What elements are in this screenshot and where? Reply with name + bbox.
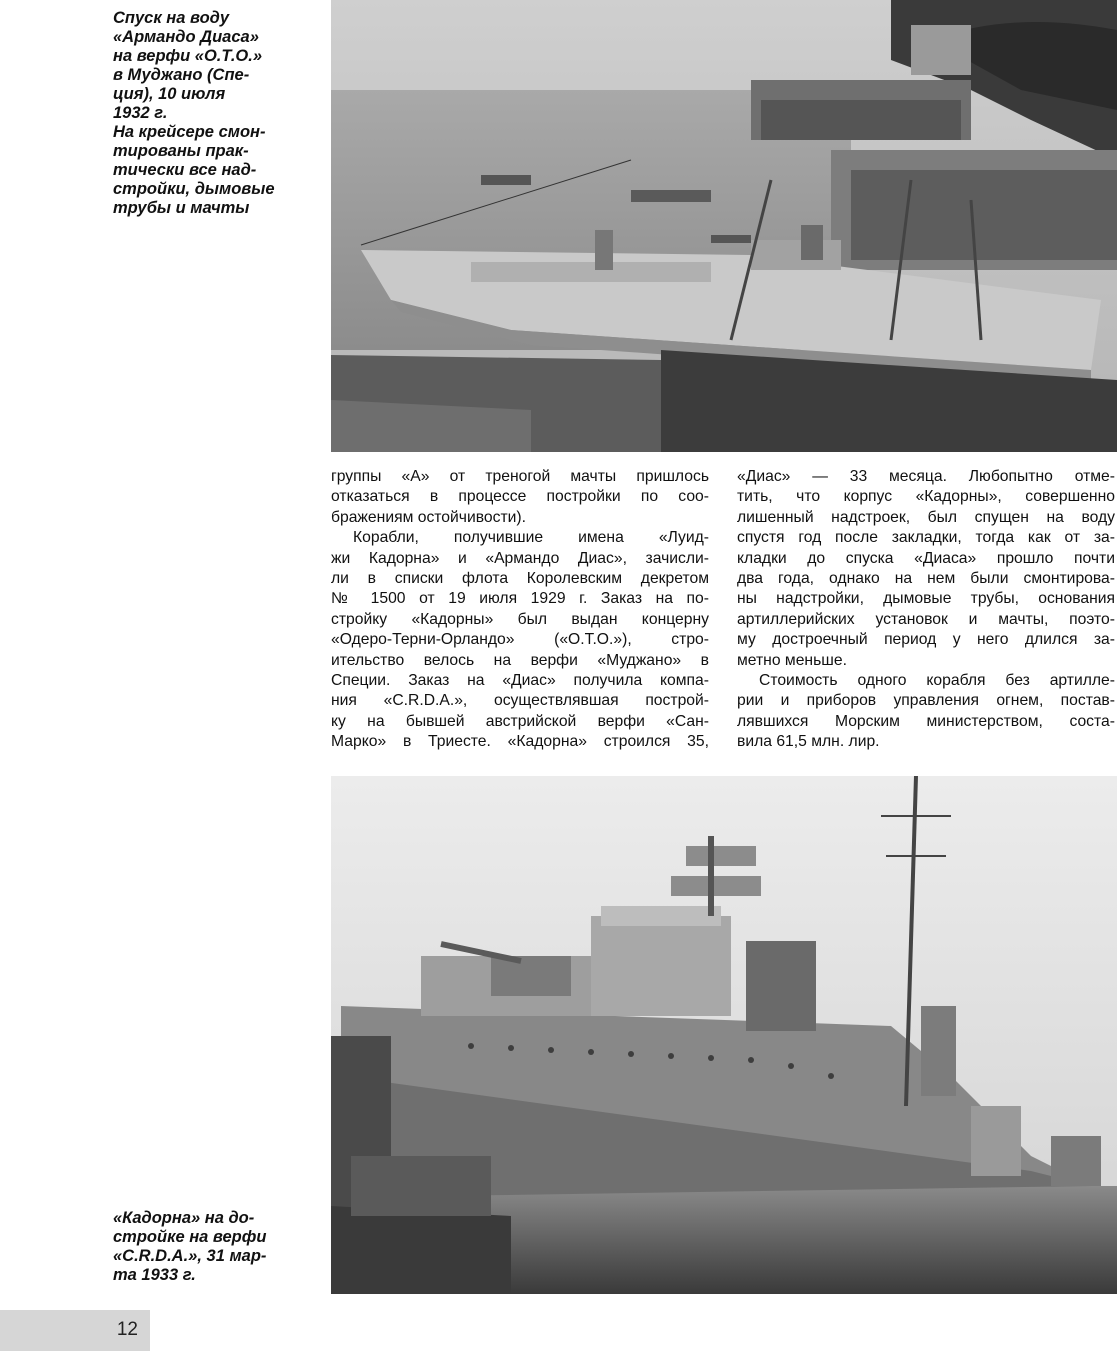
page-number-tab [0,1310,150,1351]
photo-launch-armando-diaz [331,0,1117,452]
body-text-column-right: «Диас» — 33 месяца. Любопытно отме- тить, что корпус «Кадорны», совершенно лишенный надстроек, был спущен на воду спустя год после закладки, тогда как от за- кладки до спуска «Диаса» прошло почти два года, однако на нем были смонтирова- ны надстройки, дымовые трубы, основания артиллерийских установок и мачты, поэто- му достроечный период у него длился за- метно меньше. Стоимость одного корабля без артилле- рии и приборов управления огнем, постав- лявшихся Морским министерством, соста- вила 61,5 млн. лир. [737,468,1115,751]
body-text-column-left: группы «А» от треногой мачты пришлось отказаться в процессе постройки по соо- бражениям остойчивости). Корабли, получившие имена «Луид- жи Кадорна» и «Армандо Диас», зачисли- ли в списки флота Королевским декретом № 1500 от 19 июля 1929 г. Заказ на по- стройку «Кадорны» был выдан концерну «Одеро-Терни-Орландо» («О.Т.О.»), стро- ительство велось на верфи «Муджано» в Специи. Заказ на «Диас» получила компа- ния «C.R.D.A.», осуществлявшая построй- ку на бывшей австрийской верфи «Сан- Марко» в Триесте. «Кадорна» строился 35, [331,468,709,751]
photo-cadorna-fitting-out [331,776,1117,1294]
photo-caption-launch: Спуск на воду «Армандо Диаса» на верфи «О.Т.О.» в Муджано (Спе- ция), 10 июля 1932 г. На крейсере смон- тированы прак- тически все над- стройки, дымовые трубы и мачты [113,9,275,217]
page-number: 12 [116,1319,138,1340]
photo-caption-cadorna: «Кадорна» на до- стройке на верфи «C.R.D.A.», 31 мар- та 1933 г. [113,1209,267,1284]
